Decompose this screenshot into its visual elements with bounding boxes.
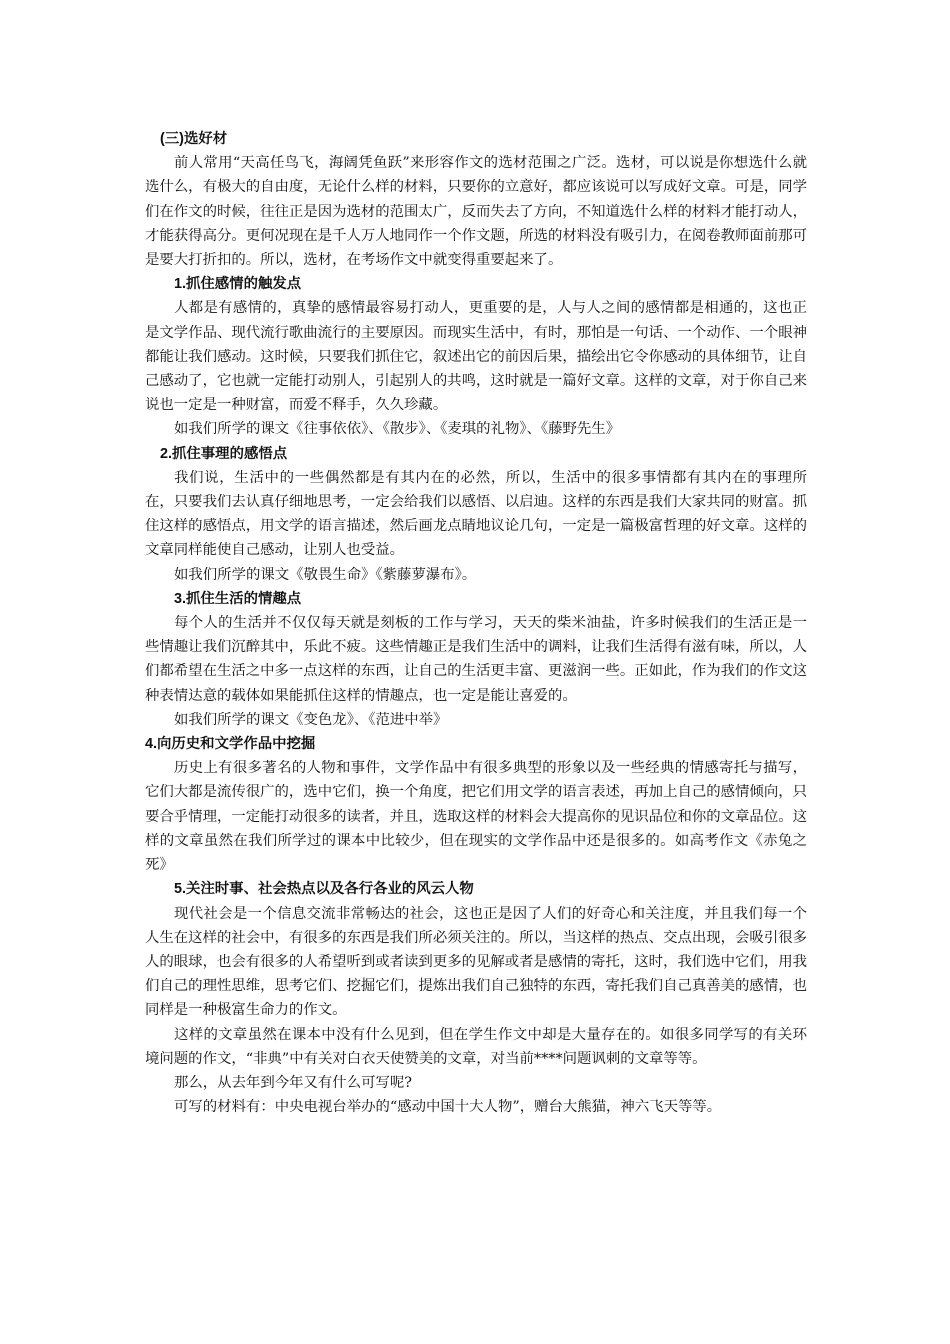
point5-paragraph-1: 现代社会是一个信息交流非常畅达的社会，这也正是因了人们的好奇心和关注度，并且我们每一个人生在这样的社会中，有很多的东西是我们所必须关注的。所以，当这样的热点、交点出现，会吸引很多人的眼球，也会有很多的人希望听到或者读到更多的见解或者是感情的寄托，这时，我们选中它们，用我们自己的理性思维，思考它们、挖掘它们，提炼出我们自己独特的东西，寄托我们自己真善美的感情，也同样是一种极富生命力的作文。	[145, 905, 807, 1019]
point4-paragraph: 历史上有很多著名的人物和事件，文学作品中有很多典型的形象以及一些经典的情感寄托与描写，它们大都是流传很广的，选中它们，换一个角度，把它们用文学的语言表述，再加上自己的感情倾向，只要合乎情理，一定能打动很多的读者，并且，选取这样的材料会大提高你的见识品位和你的文章品位。这样的文章虽然在我们所学过的课本中比较少，但在现实的文学作品中还是很多的。如高考作文《赤兔之死》	[145, 760, 807, 874]
point3-heading: 3.抓住生活的情趣点	[174, 590, 302, 607]
point5-question: 那么，从去年到今年又有什么可写呢?	[174, 1074, 412, 1091]
point1-heading: 1.抓住感情的触发点	[174, 276, 302, 293]
point5-heading: 5.关注时事、社会热点以及各行各业的风云人物	[174, 881, 474, 898]
document-body	[145, 127, 807, 1119]
point2-heading: 2.抓住事理的感悟点	[160, 445, 288, 462]
point5-paragraph-2: 这样的文章虽然在课本中没有什么见到，但在学生作文中却是大量存在的。如很多同学写的有关环境问题的作文，“非典”中有关对白衣天使赞美的文章，对当前****问题讽刺的文章等等。	[145, 1026, 807, 1067]
section-heading: (三)选好材	[160, 131, 228, 147]
point3-paragraph: 每个人的生活并不仅仅每天就是刻板的工作与学习，天天的柴米油盐，许多时候我们的生活正是一些情趣让我们沉醉其中，乐此不疲。这些情趣正是我们生活中的调料，让我们生活得有滋有味，所以，人们都希望在生活之中多一点这样的东西，让自己的生活更丰富、更滋润一些。正如此，作为我们的作文这种表情达意的载体如果能抓住这样的情趣点，也一定是能让喜爱的。	[145, 615, 807, 704]
point4-heading: 4.向历史和文学作品中挖掘	[145, 736, 316, 753]
point5-materials: 可写的材料有：中央电视台举办的“感动中国十大人物”，赠台大熊猫，神六飞天等等。	[174, 1099, 722, 1116]
point3-examples: 如我们所学的课文《变色龙》、《范进中举》	[174, 711, 448, 728]
point2-paragraph: 我们说，生活中的一些偶然都是有其内在的必然，所以，生活中的很多事情都有其内在的事理所在，只要我们去认真仔细地思考，一定会给我们以感悟、以启迪。这样的东西是我们大家共同的财富。抓住这样的感悟点，用文学的语言描述，然后画龙点睛地议论几句，一定是一篇极富哲理的好文章。这样的文章同样能使自己感动，让别人也受益。	[145, 469, 807, 559]
point2-examples: 如我们所学的课文《敬畏生命》《紫藤萝瀑布》。	[174, 566, 477, 583]
point1-examples: 如我们所学的课文《往事依依》、《散步》、《麦琪的礼物》、《藤野先生》	[174, 421, 621, 438]
intro-paragraph: 前人常用“天高任鸟飞，海阔凭鱼跃”来形容作文的选材范围之广泛。选材，可以说是你想选什么就选什么，有极大的自由度，无论什么样的材料，只要你的立意好，都应该说可以写成好文章。可是，同学们在作文的时候，往往正是因为选材的范围太广，反而失去了方向，不知道选什么样的材料才能打动人，才能获得高分。更何况现在是千人万人地同作一个作文题，所选的材料没有吸引力，在阅卷教师面前那可是要大打折扣的。所以，选材，在考场作文中就变得重要起来了。	[145, 155, 807, 269]
point1-paragraph: 人都是有感情的，真挚的感情最容易打动人，更重要的是，人与人之间的感情都是相通的，这也正是文学作品、现代流行歌曲流行的主要原因。而现实生活中，有时，那怕是一句话、一个动作、一个眼神都能让我们感动。这时候，只要我们抓住它，叙述出它的前因后果，描绘出它令你感动的具体细节，让自己感动了，它也就一定能打动别人，引起别人的共鸣，这时就是一篇好文章。这样的文章，对于你自己来说也一定是一种财富，而爱不释手，久久珍藏。	[145, 300, 807, 414]
